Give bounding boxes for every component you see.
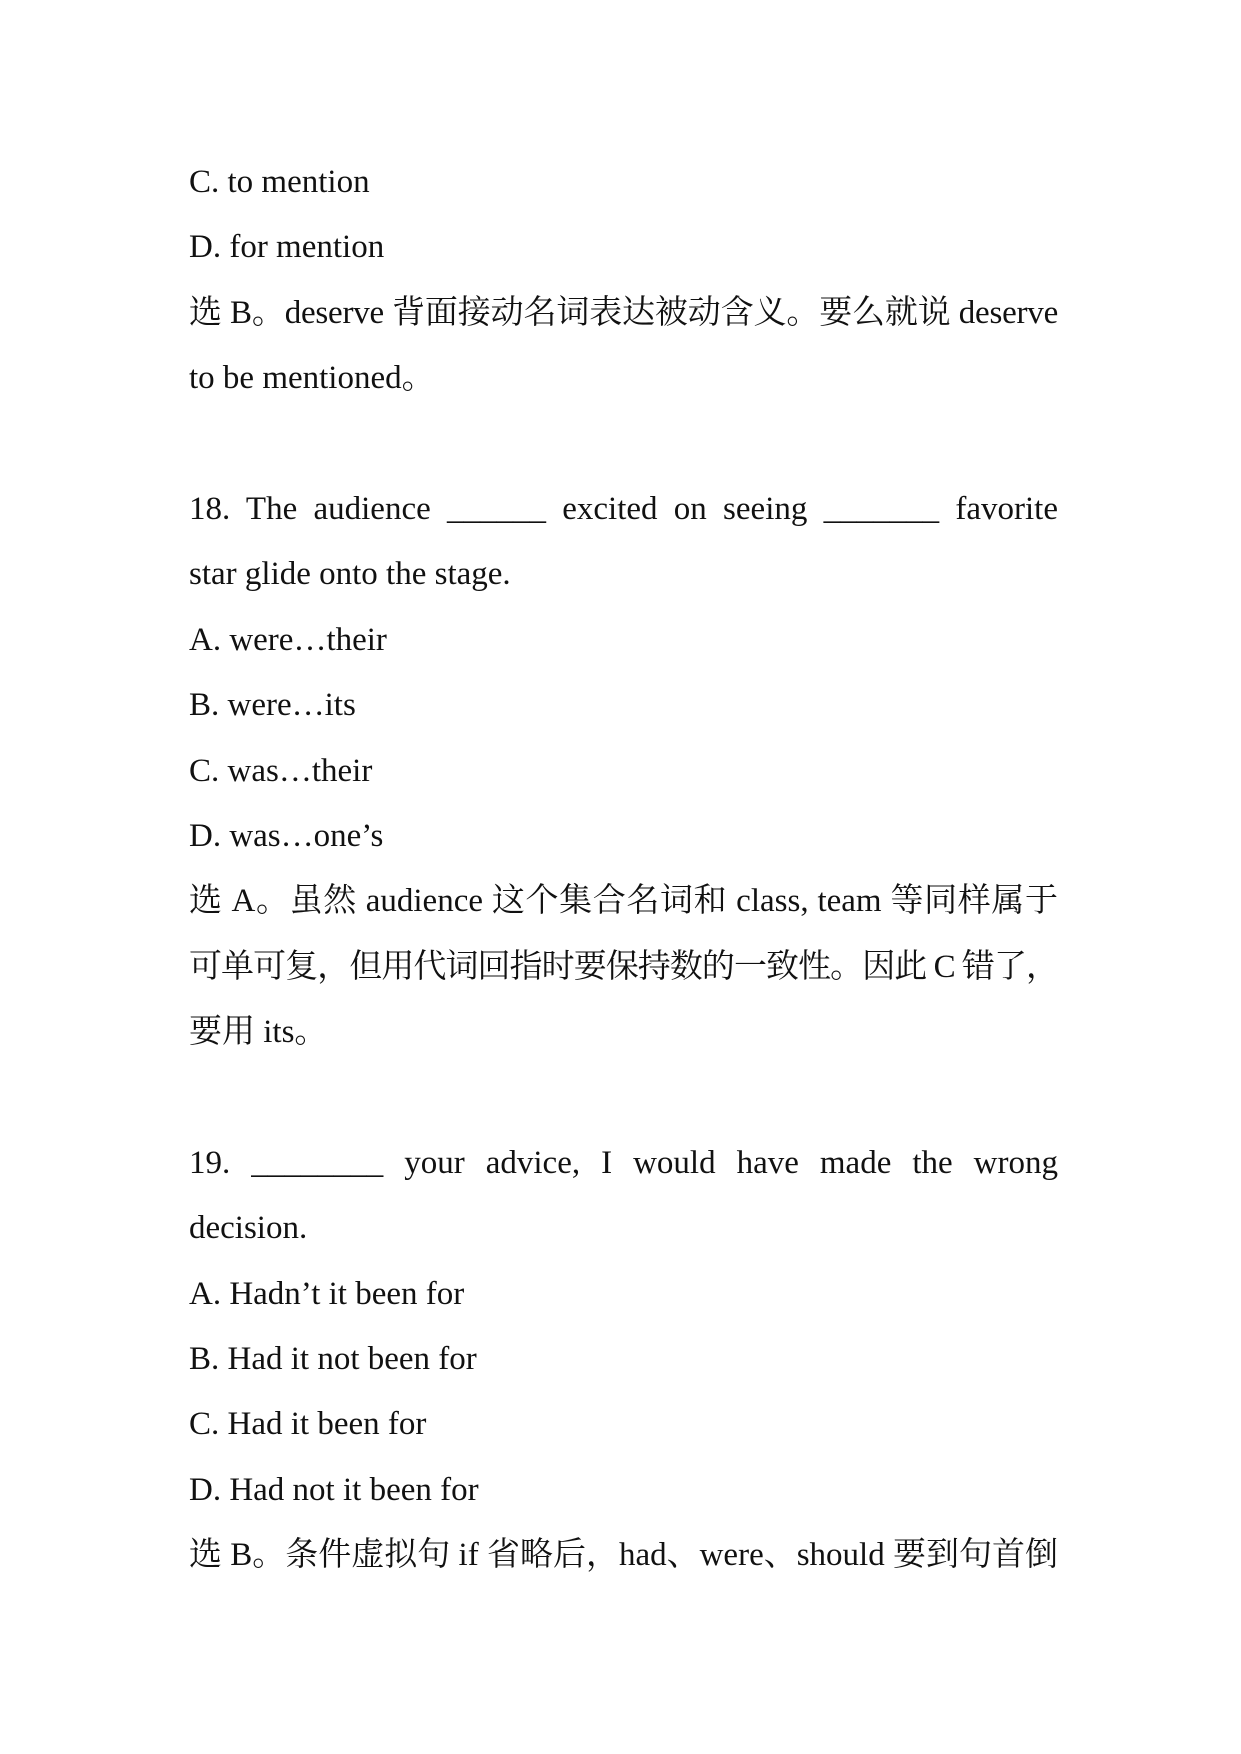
explanation-line: 选 B。deserve 背面接动名词表达被动含义。要么就说 deserve — [189, 294, 1058, 331]
question-stem-line: 19. ________ your advice, I would have made the wrong — [189, 1144, 1058, 1181]
paragraph-spacer — [189, 412, 1058, 477]
explanation-line: 要用 its。 — [189, 1014, 328, 1051]
question-stem-line: decision. — [189, 1210, 308, 1247]
question-stem-line: star glide onto the stage. — [189, 556, 511, 593]
explanation-line: to be mentioned。 — [189, 360, 435, 397]
paragraph-spacer — [189, 1065, 1058, 1130]
option-c: C. to mention — [189, 164, 370, 200]
option-b: B. were…its — [189, 687, 356, 724]
option-c: C. was…their — [189, 752, 373, 789]
explanation-line: 选 A。虽然 audience 这个集合名词和 class, team 等同样属于 — [189, 883, 1058, 920]
option-d: D. for mention — [189, 229, 385, 266]
option-c: C. Had it been for — [189, 1406, 427, 1443]
option-a: A. were…their — [189, 621, 387, 658]
document-page — [189, 150, 1058, 1589]
option-b: B. Had it not been for — [189, 1341, 477, 1378]
question-stem-line: 18. The audience ______ excited on seeing _______ favorite — [189, 490, 1058, 527]
option-d: D. Had not it been for — [189, 1471, 479, 1508]
option-d: D. was…one’s — [189, 817, 384, 854]
question-18 — [189, 477, 1058, 1066]
question-17 — [189, 150, 1058, 412]
option-a: A. Hadn’t it been for — [189, 1275, 465, 1312]
explanation-line: 可单可复，但用代词回指时要保持数的一致性。因此 C 错了， — [189, 948, 1058, 985]
explanation-line: 选 B。条件虚拟句 if 省略后，had、were、should 要到句首倒 — [189, 1537, 1058, 1574]
question-19 — [189, 1131, 1058, 1589]
